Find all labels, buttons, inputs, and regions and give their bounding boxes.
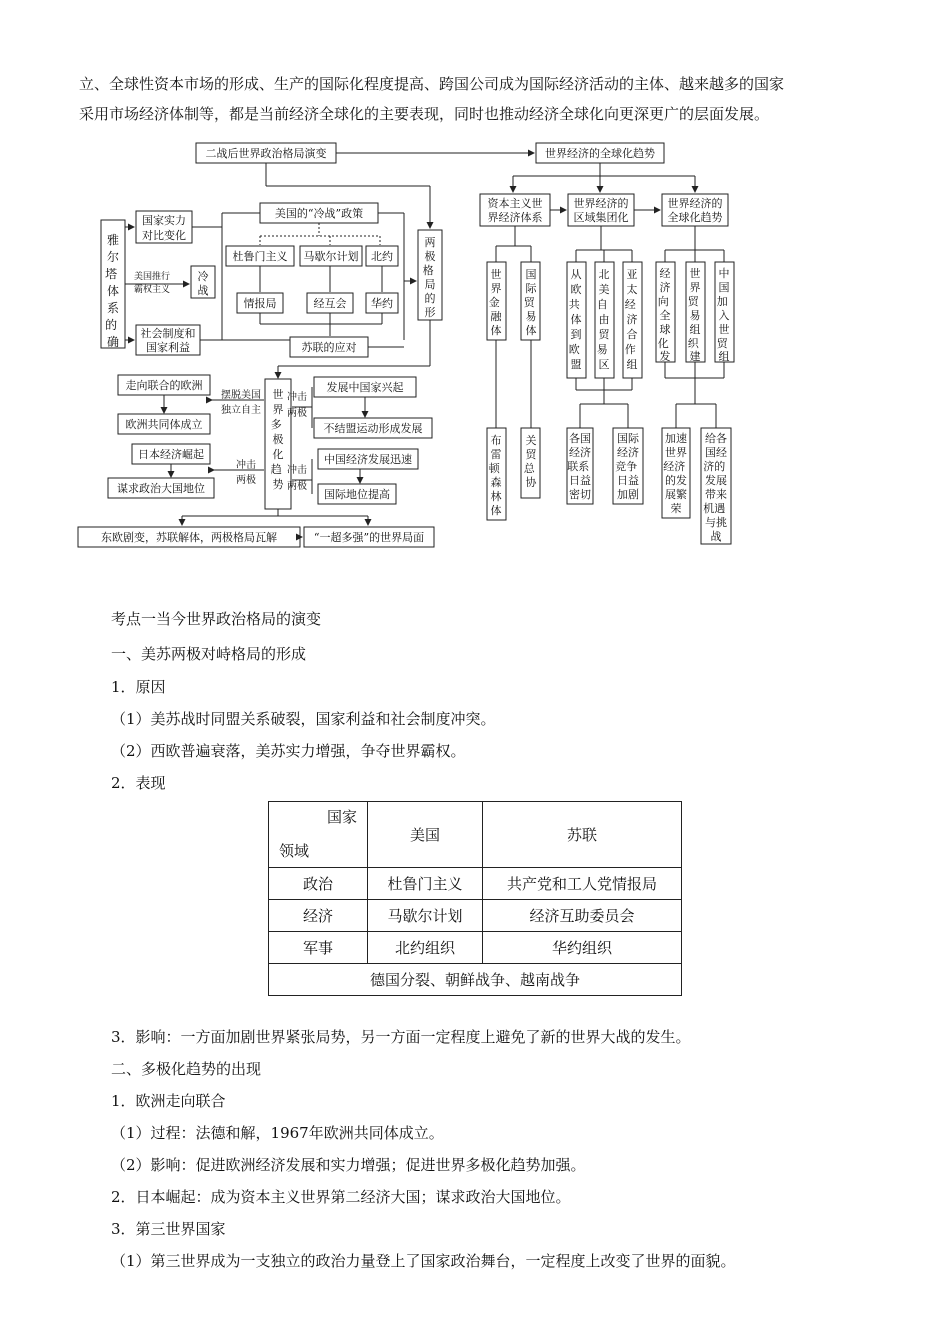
svg-text:两极: 两极 bbox=[287, 481, 307, 492]
svg-text:国际地位提高: 国际地位提高 bbox=[324, 488, 390, 501]
cell-su: 华约组织 bbox=[483, 932, 682, 964]
corner-bottom: 领域 bbox=[279, 842, 310, 860]
japan: 2．日本崛起：成为资本主义世界第二经济大国；谋求政治大国地位。 bbox=[111, 1188, 571, 1206]
svg-text:两极: 两极 bbox=[287, 408, 307, 419]
svg-text:马歇尔计划: 马歇尔计划 bbox=[303, 250, 359, 263]
intro-line-2: 采用市场经济体制等，都是当前经济全球化的主要表现，同时也推动经济全球化向更深更广的层面发展。 bbox=[79, 105, 770, 123]
svg-text:关贸总 协: 关贸总 协 bbox=[523, 434, 537, 489]
svg-text:冷战: 冷战 bbox=[197, 270, 209, 297]
cell-su: 共产党和工人党情报局 bbox=[483, 868, 682, 900]
svg-text:美国推行: 美国推行 bbox=[133, 272, 171, 282]
svg-text:经互会: 经互会 bbox=[313, 297, 347, 310]
svg-text:世界经济的: 世界经济的 bbox=[573, 197, 629, 210]
svg-text:加速世界经济 的发展繁荣: 加速世界经济 的发展繁荣 bbox=[663, 432, 687, 515]
cell-us: 马歇尔计划 bbox=[368, 900, 483, 932]
svg-text:各国经济联系 日益密切: 各国经济联系 日益密切 bbox=[567, 432, 591, 501]
svg-text:社会制度和: 社会制度和 bbox=[140, 327, 196, 340]
svg-text:美国的“冷战”政策: 美国的“冷战”政策 bbox=[274, 207, 364, 220]
cell-field: 政治 bbox=[269, 868, 368, 900]
effect: 3．影响：一方面加剧世界紧张局势，另一方面一定程度上避免了新的世界大战的发生。 bbox=[111, 1028, 691, 1046]
europe-title: 1．欧洲走向联合 bbox=[111, 1092, 226, 1110]
svg-text:独立自主: 独立自主 bbox=[221, 405, 261, 416]
svg-text:杜鲁门主义: 杜鲁门主义 bbox=[232, 250, 288, 263]
svg-text:区域集团化: 区域集团化 bbox=[573, 211, 629, 224]
top-left-text: 二战后世界政治格局演变 bbox=[205, 147, 327, 160]
heading-2: 二、多极化趋势的出现 bbox=[111, 1060, 262, 1078]
svg-text:东欧剧变，苏联解体，两极格局瓦解: 东欧剧变，苏联解体，两极格局瓦解 bbox=[101, 531, 277, 544]
svg-text:谋求政治大国地位: 谋求政治大国地位 bbox=[117, 482, 205, 495]
svg-text:摆脱美国: 摆脱美国 bbox=[221, 390, 261, 401]
corner-top: 国家 bbox=[326, 808, 357, 826]
heading-1: 一、美苏两极对峙格局的形成 bbox=[111, 645, 307, 663]
header-us: 美国 bbox=[368, 802, 483, 868]
cell-field: 经济 bbox=[269, 900, 368, 932]
svg-text:“一超多强”的世界局面: “一超多强”的世界局面 bbox=[313, 531, 425, 544]
svg-text:国家实力: 国家实力 bbox=[142, 214, 186, 227]
svg-text:苏联的应对: 苏联的应对 bbox=[301, 341, 357, 354]
table-row bbox=[269, 932, 682, 964]
svg-text:国际经济竞争 日益加剧: 国际经济竞争 日益加剧 bbox=[615, 432, 639, 501]
table-row bbox=[269, 868, 682, 900]
svg-text:北美自 由贸易 区: 北美自 由贸易 区 bbox=[596, 268, 610, 371]
svg-text:不结盟运动形成发展: 不结盟运动形成发展 bbox=[323, 422, 423, 435]
svg-text:北约: 北约 bbox=[371, 250, 393, 263]
cell-bottom: 德国分裂、朝鲜战争、越南战争 bbox=[269, 964, 682, 996]
svg-text:资本主义世: 资本主义世 bbox=[487, 197, 543, 210]
table-row bbox=[269, 900, 682, 932]
cause-1: （1）美苏战时同盟关系破裂，国家利益和社会制度冲突。 bbox=[111, 710, 496, 728]
europe-2: （2）影响：促进欧洲经济发展和实力增强；促进世界多极化趋势加强。 bbox=[111, 1156, 586, 1174]
svg-text:世界贸 易组织 建: 世界贸 易组织 建 bbox=[687, 267, 701, 363]
show-title: 2．表现 bbox=[111, 774, 166, 792]
svg-text:国际贸 易体: 国际贸 易体 bbox=[523, 268, 537, 337]
svg-text:冲击: 冲击 bbox=[236, 460, 256, 471]
cell-su: 经济互助委员会 bbox=[483, 900, 682, 932]
svg-text:华约: 华约 bbox=[371, 297, 393, 310]
svg-text:亚太经 济合作 组: 亚太经 济合作 组 bbox=[624, 268, 638, 371]
svg-text:界经济体系: 界经济体系 bbox=[487, 211, 543, 224]
cell-field: 军事 bbox=[269, 932, 368, 964]
europe-1: （1）过程：法德和解，1967年欧洲共同体成立。 bbox=[111, 1124, 444, 1142]
third-1: （1）第三世界成为一支独立的政治力量登上了国家政治舞台，一定程度上改变了世界的面貌。 bbox=[111, 1252, 736, 1270]
svg-text:冲击: 冲击 bbox=[287, 392, 307, 403]
table-row bbox=[269, 964, 682, 996]
cell-us: 北约组织 bbox=[368, 932, 483, 964]
comparison-table bbox=[268, 801, 682, 996]
third-title: 3．第三世界国家 bbox=[111, 1220, 226, 1238]
svg-text:冲击: 冲击 bbox=[287, 465, 307, 476]
svg-text:全球化趋势: 全球化趋势 bbox=[667, 211, 723, 224]
svg-text:日本经济崛起: 日本经济崛起 bbox=[138, 448, 204, 461]
svg-text:从欧共 体到欧 盟: 从欧共 体到欧 盟 bbox=[568, 268, 582, 371]
svg-text:国家利益: 国家利益 bbox=[146, 341, 190, 354]
top-right-text: 世界经济的全球化趋势 bbox=[545, 147, 655, 160]
svg-text:中国经济发展迅速: 中国经济发展迅速 bbox=[324, 453, 412, 466]
svg-text:情报局: 情报局 bbox=[243, 297, 277, 310]
cause-2: （2）西欧普遍衰落，美苏实力增强，争夺世界霸权。 bbox=[111, 742, 466, 760]
intro-line-1: 立、全球性资本市场的形成、生产的国际化程度提高、跨国公司成为国际经济活动的主体、越来越多的国家 bbox=[79, 75, 785, 93]
cell-us: 杜鲁门主义 bbox=[368, 868, 483, 900]
svg-text:布雷顿 森林体: 布雷顿 森林体 bbox=[488, 434, 502, 517]
svg-text:给各国经济的 发展带来机遇 与挑战: 给各国经济的 发展带来机遇 与挑战 bbox=[703, 432, 727, 543]
cause-title: 1．原因 bbox=[111, 678, 166, 696]
svg-text:两极: 两极 bbox=[236, 475, 256, 486]
knowledge-diagram bbox=[0, 0, 950, 560]
svg-text:两极格 局的形: 两极格 局的形 bbox=[422, 236, 436, 319]
svg-text:世界金 融体: 世界金 融体 bbox=[488, 268, 502, 337]
section-title: 考点一当今世界政治格局的演变 bbox=[111, 610, 322, 628]
corner-cell bbox=[269, 802, 368, 868]
svg-text:经济向 全球化 发: 经济向 全球化 发 bbox=[657, 267, 671, 363]
svg-text:对比变化: 对比变化 bbox=[142, 229, 186, 242]
svg-text:中国加 入世贸 组: 中国加 入世贸 组 bbox=[716, 267, 730, 363]
yalta-text: 雅尔塔 体系的 确 bbox=[105, 233, 120, 349]
svg-text:发展中国家兴起: 发展中国家兴起 bbox=[326, 381, 404, 394]
svg-text:霸权主义: 霸权主义 bbox=[133, 285, 171, 295]
svg-text:欧洲共同体成立: 欧洲共同体成立 bbox=[125, 418, 203, 431]
header-su: 苏联 bbox=[483, 802, 682, 868]
svg-text:世界经济的: 世界经济的 bbox=[667, 197, 723, 210]
svg-text:世界多 极化趋 势: 世界多 极化趋 势 bbox=[270, 388, 284, 491]
svg-text:走向联合的欧洲: 走向联合的欧洲 bbox=[125, 379, 203, 392]
